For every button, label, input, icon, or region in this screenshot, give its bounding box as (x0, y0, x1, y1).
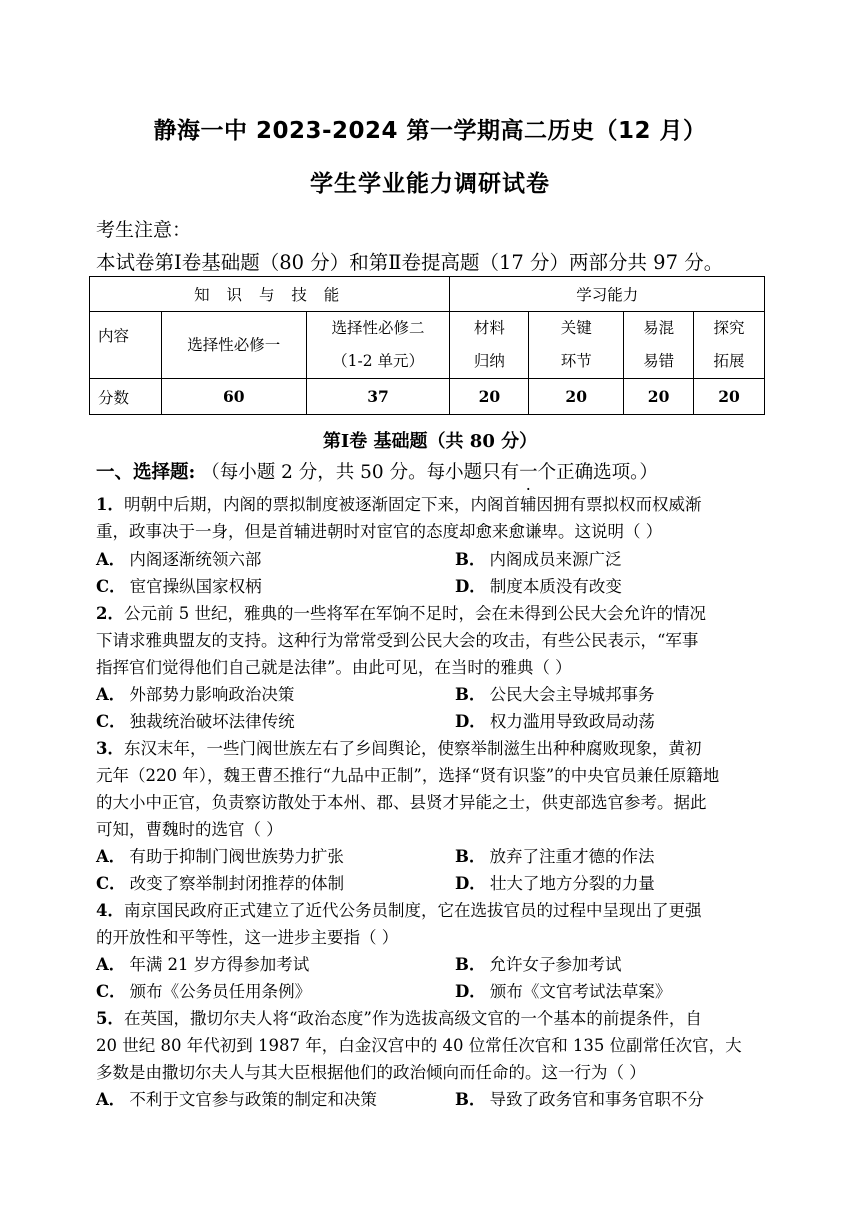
question-1-option-a[interactable]: A． 内阁逐渐统领六部 (96, 550, 262, 569)
part-label: 一、选择题: (96, 462, 196, 483)
question-text: 指挥官们觉得他们自己就是法律”。由此可见，在当时的雅典（ ） (96, 658, 572, 677)
table-cell-score: 20 (529, 379, 624, 415)
question-1 (96, 491, 764, 545)
question-3 (96, 735, 764, 843)
table-row-label-content: 内容 (90, 312, 162, 379)
table-cell-content: 易混 易错 (624, 312, 694, 379)
notice-text: 本试卷第Ⅰ卷基础题（80 分）和第Ⅱ卷提高题（17 分）两部分共 97 分。 (96, 251, 724, 274)
table-cell-score: 20 (694, 379, 765, 415)
part-desc-emphasis: 一 (519, 462, 538, 483)
question-2-option-b[interactable]: B． 公民大会主导城邦事务 (455, 685, 655, 704)
part-heading (96, 458, 658, 484)
question-number: 2． (96, 604, 124, 623)
table-cell-content: 材料 归纳 (450, 312, 529, 379)
question-5-option-b[interactable]: B． 导致了政务官和事务官职不分 (455, 1090, 704, 1109)
question-2-option-a[interactable]: A． 外部势力影响政治决策 (96, 685, 295, 704)
question-number: 4． (96, 901, 124, 920)
table-cell-score: 20 (450, 379, 529, 415)
question-text: 可知，曹魏时的选官（ ） (96, 820, 283, 839)
question-text: 在英国，撒切尔夫人将“政治态度”作为选拔高级文官的一个基本的前提条件，自 (123, 1009, 702, 1028)
question-text: 下请求雅典盟友的支持。这种行为常常受到公民大会的攻击，有些公民表示，“军事 (96, 631, 699, 650)
question-3-option-a[interactable]: A． 有助于抑制门阀世族势力扩张 (96, 847, 344, 866)
exam-title: 静海一中 2023-2024 第一学期高二历史（12 月） (153, 118, 707, 144)
question-text: 20 世纪 80 年代初到 1987 年，白金汉宫中的 40 位常任次官和 135 位副常任次官，大 (96, 1036, 742, 1055)
question-4 (96, 897, 764, 951)
notice-heading: 考生注意： (96, 219, 192, 241)
table-row-label-score: 分数 (90, 379, 162, 415)
question-text: 重，政事决于一身，但是首辅进朝时对宦官的态度却愈来愈谦卑。这说明（ ） (96, 522, 663, 541)
table-cell-score: 37 (306, 379, 450, 415)
question-number: 1． (96, 495, 124, 514)
table-cell-content: 关键 环节 (529, 312, 624, 379)
question-2-option-d[interactable]: D． 权力滥用导致政局动荡 (455, 712, 655, 731)
question-3-option-c[interactable]: C． 改变了察举制封闭推荐的体制 (96, 874, 345, 893)
question-4-option-a[interactable]: A． 年满 21 岁方得参加考试 (96, 955, 310, 974)
question-text: 的开放性和平等性，这一进步主要指（ ） (96, 928, 399, 947)
table-cell-content: 选择性必修二 （1-2 单元） (306, 312, 450, 379)
question-text: 的大小中正官，负责察访散处于本州、郡、县贤才异能之士，供吏部选官参考。据此 (96, 793, 707, 812)
question-text: 多数是由撒切尔夫人与其大臣根据他们的政治倾向而任命的。这一行为（ ） (96, 1063, 646, 1082)
table-group-ability: 学习能力 (450, 277, 765, 312)
question-text: 东汉末年，一些门阀世族左右了乡闾舆论，使察举制滋生出种种腐败现象，黄初 (123, 739, 702, 758)
question-5-option-a[interactable]: A． 不利于文官参与政策的制定和决策 (96, 1090, 377, 1109)
question-2 (96, 600, 764, 681)
question-text: 元年（220 年），魏王曹丕推行“九品中正制”，选择“贤有识鉴”的中央官员兼任原籍地 (96, 766, 720, 785)
question-1-option-b[interactable]: B． 内阁成员来源广泛 (455, 550, 622, 569)
table-cell-score: 60 (161, 379, 306, 415)
question-5 (96, 1005, 764, 1086)
question-1-option-d[interactable]: D． 制度本质没有改变 (455, 577, 622, 596)
table-cell-content: 探究 拓展 (694, 312, 765, 379)
part-desc-b: 个正确选项。） (537, 462, 658, 483)
table-cell-content: 选择性必修一 (161, 312, 306, 379)
part-desc-a: （每小题 2 分，共 50 分。每小题只有 (201, 462, 520, 483)
question-text: 南京国民政府正式建立了近代公务员制度，它在选拔官员的过程中呈现出了更强 (123, 901, 702, 920)
question-3-option-d[interactable]: D． 壮大了地方分裂的力量 (455, 874, 655, 893)
question-4-option-b[interactable]: B． 允许女子参加考试 (455, 955, 622, 974)
table-cell-score: 20 (624, 379, 694, 415)
question-2-option-c[interactable]: C． 独裁统治破坏法律传统 (96, 712, 295, 731)
score-table (89, 276, 765, 415)
question-number: 5． (96, 1009, 124, 1028)
question-text: 明朝中后期，内阁的票拟制度被逐渐固定下来，内阁首辅因拥有票拟权而权威渐 (123, 495, 702, 514)
section-title: 第Ⅰ卷 基础题（共 80 分） (322, 431, 538, 452)
question-4-option-d[interactable]: D． 颁布《文官考试法草案》 (455, 982, 672, 1001)
table-group-knowledge: 知 识 与 技 能 (90, 277, 450, 312)
question-4-option-c[interactable]: C． 颁布《公务员任用条例》 (96, 982, 312, 1001)
question-3-option-b[interactable]: B． 放弃了注重才德的作法 (455, 847, 655, 866)
question-text: 公元前 5 世纪，雅典的一些将军在军饷不足时，会在未得到公民大会允许的情况 (123, 604, 706, 623)
question-1-option-c[interactable]: C． 宦官操纵国家权柄 (96, 577, 262, 596)
exam-subtitle: 学生学业能力调研试卷 (310, 171, 550, 197)
question-number: 3． (96, 739, 124, 758)
